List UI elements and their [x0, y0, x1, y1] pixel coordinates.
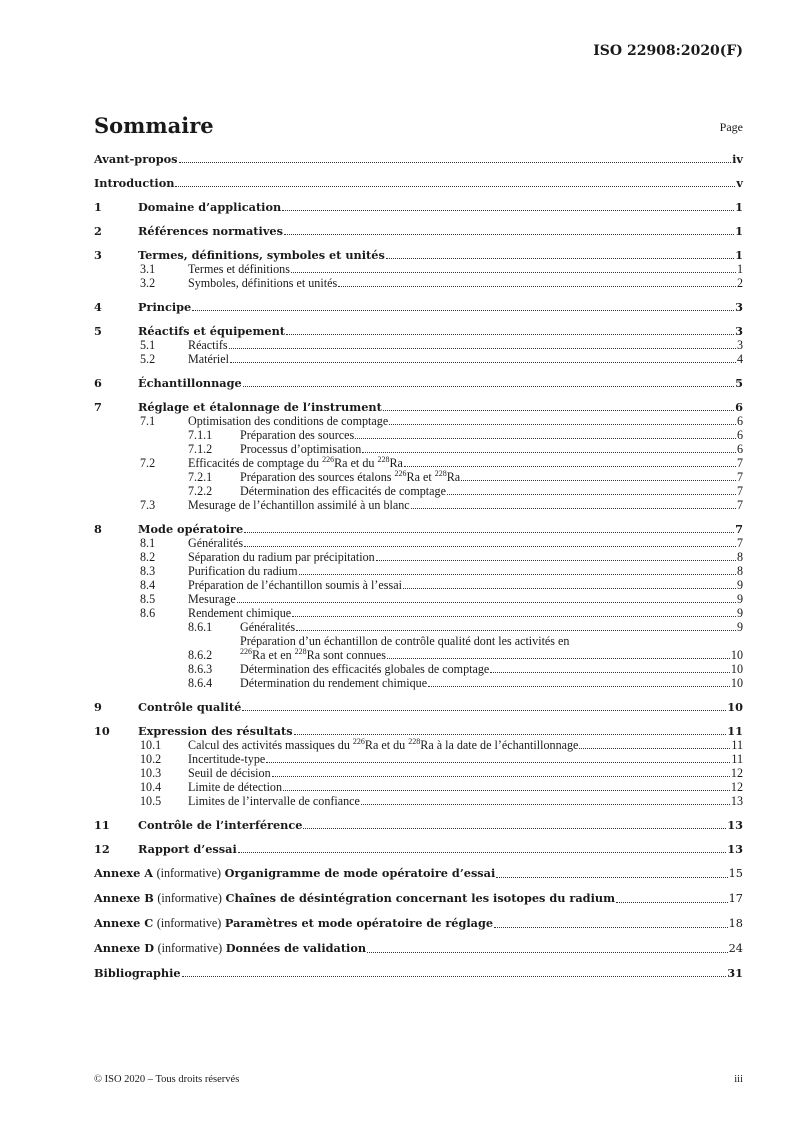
dot-leader — [616, 902, 728, 903]
toc-entry-text: Détermination du rendement chimique — [240, 676, 428, 690]
toc-annex-title — [94, 866, 495, 881]
dot-leader — [244, 546, 736, 547]
toc-entry[interactable] — [94, 470, 743, 484]
toc-entry-number: 6 — [94, 376, 102, 390]
dot-leader — [192, 310, 734, 311]
dot-leader — [238, 852, 727, 853]
toc-entry[interactable] — [94, 224, 743, 238]
toc-entry-text: Organigramme de mode opératoire d’essai — [224, 866, 496, 880]
toc-entry-text-part: Ra et du — [364, 738, 409, 752]
toc-entry-number: 7.2.2 — [188, 484, 213, 498]
toc-entry[interactable] — [94, 300, 743, 314]
toc-entry-page: 3 — [735, 300, 743, 314]
toc-entry-text: Processus d’optimisation — [240, 442, 362, 456]
dot-leader — [362, 452, 736, 453]
toc-entry[interactable] — [94, 498, 743, 512]
isotope-mass-number: 228 — [434, 469, 447, 478]
toc-entry-text: Avant-propos — [94, 152, 178, 166]
toc-entry-text: Paramètres et mode opératoire de réglage — [224, 916, 494, 930]
toc-entry-text: Mode opératoire — [138, 522, 244, 536]
dot-leader — [291, 272, 736, 273]
toc-entry-page: 10 — [730, 676, 743, 690]
toc-entry[interactable] — [94, 794, 743, 808]
toc-entry-text: Réactifs — [188, 338, 228, 352]
toc-entry-number: 2 — [94, 224, 102, 238]
toc-entry-number: 10.5 — [140, 794, 162, 808]
dot-leader — [386, 258, 734, 259]
toc-entry-number: 4 — [94, 300, 102, 314]
toc-entry-text: Mesurage de l’échantillon assimilé à un blanc — [188, 498, 410, 512]
toc-entry[interactable] — [94, 620, 743, 634]
toc-entry-page: 13 — [727, 842, 743, 856]
toc-entry-text: Incertitude-type — [188, 752, 266, 766]
toc-entry[interactable] — [94, 676, 743, 690]
toc-entry-number: 8.6 — [140, 606, 156, 620]
dot-leader — [411, 508, 736, 509]
toc-entry-page: 11 — [727, 724, 743, 738]
toc-entry-text — [240, 470, 460, 484]
toc-entry-text — [240, 648, 386, 662]
toc-entry-page: 13 — [730, 794, 743, 808]
toc-entry-text-part: Préparation des sources étalons — [240, 470, 395, 484]
toc-entry[interactable] — [94, 248, 743, 262]
toc-entry[interactable] — [94, 414, 743, 428]
toc-entry-page: 7 — [736, 456, 743, 470]
toc-entry[interactable] — [94, 564, 743, 578]
isotope-mass-number: 226 — [322, 455, 335, 464]
dot-leader — [494, 927, 728, 928]
isotope-mass-number: 228 — [377, 455, 390, 464]
toc-entry[interactable] — [94, 916, 743, 931]
toc-entry[interactable] — [94, 352, 743, 366]
toc-entry-page: 7 — [736, 470, 743, 484]
toc-entry-page: 13 — [727, 818, 743, 832]
toc-entry-page: 3 — [735, 324, 743, 338]
toc-entry-number: 7.1.2 — [188, 442, 213, 456]
toc-entry-text: Termes et définitions — [188, 262, 290, 276]
toc-entry[interactable] — [94, 966, 743, 980]
toc-annex-kind: (informative) — [156, 916, 222, 930]
toc-entry-text: Généralités — [240, 620, 296, 634]
dot-leader — [299, 574, 736, 575]
toc-entry[interactable] — [94, 176, 743, 190]
toc-entry-number: 12 — [94, 842, 110, 856]
toc-entry-number: 7.2.1 — [188, 470, 213, 484]
dot-leader — [179, 162, 732, 163]
toc-entry-page: 15 — [728, 867, 743, 880]
dot-leader — [266, 762, 730, 763]
dot-leader — [389, 424, 736, 425]
dot-leader — [490, 672, 730, 673]
toc-entry-page: 5 — [735, 376, 743, 390]
isotope-mass-number: 226 — [240, 647, 252, 656]
toc-entry-text: Seuil de décision — [188, 766, 271, 780]
dot-leader — [284, 234, 734, 235]
toc-entry-number: 7.1.1 — [188, 428, 213, 442]
toc-entry[interactable] — [94, 338, 743, 352]
toc-entry-text-part: Ra — [446, 470, 461, 484]
toc-entry[interactable] — [94, 766, 743, 780]
dot-leader — [244, 532, 734, 533]
toc-entry-number: 10.1 — [140, 738, 162, 752]
toc-entry-text: Séparation du radium par précipitation — [188, 550, 375, 564]
toc-entry[interactable] — [94, 648, 743, 662]
dot-leader — [182, 976, 727, 977]
toc-entry[interactable] — [94, 522, 743, 536]
footer-page-number: iii — [734, 1074, 743, 1085]
toc-entry[interactable] — [94, 941, 743, 956]
toc-entry-page: 9 — [736, 592, 743, 606]
toc-entry[interactable] — [94, 324, 743, 338]
toc-entry-text: Symboles, définitions et unités — [188, 276, 338, 290]
dot-leader — [237, 602, 736, 603]
toc-annex-title — [94, 941, 366, 956]
dot-leader — [461, 480, 736, 481]
dot-leader — [496, 877, 727, 878]
toc-entry-page: 6 — [736, 428, 743, 442]
dot-leader — [296, 630, 736, 631]
dot-leader — [338, 286, 736, 287]
toc-entry-text: Rapport d’essai — [138, 842, 237, 856]
toc-entry[interactable] — [94, 606, 743, 620]
toc-entry-text: Expression des résultats — [138, 724, 293, 738]
toc-entry[interactable] — [94, 592, 743, 606]
toc-entry-number: 3.2 — [140, 276, 156, 290]
toc-entry[interactable] — [94, 152, 743, 166]
toc-entry-number: 7 — [94, 400, 102, 414]
dot-leader — [376, 560, 736, 561]
toc-annex-kind: (informative) — [156, 866, 222, 880]
toc-entry-page: 3 — [736, 338, 743, 352]
toc-entry[interactable] — [94, 866, 743, 881]
toc-entry-text: Préparation de l’échantillon soumis à l’essai — [188, 578, 402, 592]
toc-entry-text-part: Ra et — [406, 470, 435, 484]
toc-entry-number: 3.1 — [140, 262, 156, 276]
toc-entry[interactable] — [94, 891, 743, 906]
toc-entry-text: Réglage et étalonnage de l’instrument — [138, 400, 382, 414]
toc-entry-page: 12 — [730, 766, 743, 780]
toc-annex-kind: (informative) — [157, 891, 222, 905]
toc-entry-page: 8 — [736, 564, 743, 578]
dot-leader — [292, 616, 736, 617]
toc-entry-text-part: Ra sont connues — [306, 648, 386, 662]
toc-entry[interactable] — [94, 200, 743, 214]
toc-entry-text: Échantillonnage — [138, 376, 242, 390]
toc-entry-page: 9 — [736, 620, 743, 634]
toc-entry-page: 6 — [736, 414, 743, 428]
table-of-contents — [94, 152, 743, 980]
dot-leader — [361, 804, 730, 805]
toc-entry-text-part: Calcul des activités massiques du — [188, 738, 353, 752]
isotope-mass-number: 228 — [408, 737, 421, 746]
toc-entry-page: 7 — [736, 536, 743, 550]
toc-entry[interactable] — [94, 662, 743, 676]
toc-entry-number: 11 — [94, 818, 110, 832]
toc-entry[interactable] — [94, 780, 743, 794]
dot-leader — [579, 748, 730, 749]
toc-entry-number: 8.5 — [140, 592, 156, 606]
toc-entry-number: 8.2 — [140, 550, 156, 564]
toc-entry-number: 8.1 — [140, 536, 156, 550]
isotope-mass-number: 226 — [352, 737, 365, 746]
toc-annex-label: Annexe D — [94, 941, 155, 955]
toc-entry-page: 1 — [735, 248, 743, 262]
toc-entry-text-part: Efficacités de comptage du — [188, 456, 323, 470]
toc-annex-title — [94, 891, 615, 906]
document-id: ISO 22908:2020(F) — [593, 43, 743, 59]
toc-entry-page: 6 — [736, 442, 743, 456]
toc-entry-page: 6 — [735, 400, 743, 414]
toc-entry-text: Données de validation — [225, 941, 367, 955]
toc-entry-text-part: Ra et en — [252, 648, 295, 662]
footer-copyright: © ISO 2020 – Tous droits réservés — [94, 1074, 240, 1085]
toc-entry[interactable] — [94, 484, 743, 498]
toc-entry[interactable] — [94, 456, 743, 470]
toc-annex-title — [94, 916, 493, 931]
toc-entry-number: 8.6.4 — [188, 676, 213, 690]
toc-entry-number: 5 — [94, 324, 102, 338]
toc-entry-page: 7 — [736, 498, 743, 512]
toc-entry-page: 1 — [735, 200, 743, 214]
toc-entry[interactable] — [94, 752, 743, 766]
toc-entry-number: 10.4 — [140, 780, 162, 794]
toc-entry-text — [188, 456, 403, 470]
dot-leader — [367, 952, 728, 953]
toc-entry-text: Mesurage — [188, 592, 236, 606]
dot-leader — [428, 686, 730, 687]
dot-leader — [447, 494, 736, 495]
toc-entry-text: Principe — [138, 300, 192, 314]
toc-entry-text: Limites de l’intervalle de confiance — [188, 794, 360, 808]
toc-entry-number: 3 — [94, 248, 102, 262]
toc-entry-text: Réactifs et équipement — [138, 324, 286, 338]
toc-entry-text: Contrôle de l’interférence — [138, 818, 303, 832]
toc-entry[interactable] — [94, 738, 743, 752]
toc-entry[interactable] — [94, 724, 743, 738]
toc-entry-page: 7 — [735, 522, 743, 536]
dot-leader — [272, 776, 730, 777]
toc-entry-number: 10.3 — [140, 766, 162, 780]
toc-entry[interactable] — [94, 276, 743, 290]
toc-entry-text: Limite de détection — [188, 780, 283, 794]
isotope-mass-number: 226 — [394, 469, 407, 478]
toc-entry-text-part: Ra à la date de l’échantillonnage — [420, 738, 579, 752]
toc-entry-page: 1 — [735, 224, 743, 238]
toc-entry-text: Chaînes de désintégration concernant les isotopes du radium — [225, 891, 616, 905]
toc-entry-number: 5.1 — [140, 338, 156, 352]
dot-leader — [230, 362, 736, 363]
toc-entry-number: 10 — [94, 724, 110, 738]
dot-leader — [283, 790, 730, 791]
toc-entry-page: 24 — [728, 942, 743, 955]
toc-entry-number: 8.4 — [140, 578, 156, 592]
toc-entry-text: Purification du radium — [188, 564, 298, 578]
toc-entry-text: Détermination des efficacités de comptage — [240, 484, 446, 498]
toc-entry-text-part: Ra — [389, 456, 403, 470]
dot-leader — [243, 386, 734, 387]
toc-entry-number: 8.6.1 — [188, 620, 213, 634]
dot-leader — [355, 438, 736, 439]
dot-leader — [229, 348, 736, 349]
toc-entry-page: 10 — [727, 700, 743, 714]
dot-leader — [286, 334, 734, 335]
toc-entry-page: 10 — [730, 648, 743, 662]
toc-entry[interactable] — [94, 842, 743, 856]
toc-entry-text: Contrôle qualité — [138, 700, 242, 714]
toc-entry-number: 9 — [94, 700, 102, 714]
toc-entry-page: v — [736, 176, 743, 190]
toc-entry[interactable] — [94, 400, 743, 414]
toc-entry-text-line: Préparation d’un échantillon de contrôle qualité dont les activités en — [240, 634, 570, 648]
toc-entry-page: 17 — [728, 892, 743, 905]
toc-entry-page: 1 — [736, 262, 743, 276]
toc-annex-label: Annexe A — [94, 866, 153, 880]
dot-leader — [175, 186, 735, 187]
toc-entry[interactable] — [94, 442, 743, 456]
page-column-label: Page — [719, 120, 743, 134]
dot-leader — [294, 734, 727, 735]
toc-entry-page: 18 — [728, 917, 743, 930]
toc-entry-text: Préparation des sources — [240, 428, 355, 442]
toc-entry[interactable] — [94, 428, 743, 442]
toc-entry-number: 1 — [94, 200, 102, 214]
dot-leader — [403, 588, 736, 589]
toc-entry-number: 10.2 — [140, 752, 162, 766]
toc-entry[interactable] — [94, 536, 743, 550]
toc-entry[interactable] — [94, 700, 743, 714]
toc-entry-page: 11 — [731, 738, 743, 752]
toc-entry-page: 12 — [730, 780, 743, 794]
toc-entry[interactable] — [94, 818, 743, 832]
toc-entry-page: iv — [732, 152, 743, 166]
toc-entry-page: 9 — [736, 606, 743, 620]
toc-entry-text: Introduction — [94, 176, 175, 190]
toc-entry-text: Généralités — [188, 536, 244, 550]
toc-entry-text: Bibliographie — [94, 966, 181, 980]
toc-entry-text: Domaine d’application — [138, 200, 282, 214]
dot-leader — [387, 658, 730, 659]
toc-entry[interactable] — [94, 262, 743, 276]
toc-entry-page: 10 — [730, 662, 743, 676]
toc-annex-kind: (informative) — [157, 941, 223, 955]
toc-entry[interactable] — [94, 578, 743, 592]
toc-entry-page: 31 — [727, 966, 743, 980]
toc-entry-number: 7.3 — [140, 498, 156, 512]
dot-leader — [404, 466, 736, 467]
dot-leader — [242, 710, 726, 711]
toc-entry-number: 7.1 — [140, 414, 156, 428]
toc-entry-page: 7 — [736, 484, 743, 498]
toc-entry-number: 8.3 — [140, 564, 156, 578]
toc-entry-page: 9 — [736, 578, 743, 592]
toc-entry-page: 11 — [731, 752, 743, 766]
toc-entry-text: Détermination des efficacités globales de comptage — [240, 662, 490, 676]
toc-entry-number: 8 — [94, 522, 102, 536]
toc-entry-number: 8.6.2 — [188, 648, 213, 662]
toc-entry-text: Termes, définitions, symboles et unités — [138, 248, 385, 262]
toc-annex-label: Annexe C — [94, 916, 154, 930]
toc-entry-number: 7.2 — [140, 456, 156, 470]
toc-entry-text: Matériel — [188, 352, 229, 366]
toc-entry-text: Rendement chimique — [188, 606, 292, 620]
toc-entry-text: Références normatives — [138, 224, 283, 238]
page-title: Sommaire — [94, 113, 214, 138]
dot-leader — [282, 210, 734, 211]
toc-entry[interactable] — [94, 550, 743, 564]
toc-entry-page: 2 — [736, 276, 743, 290]
toc-annex-label: Annexe B — [94, 891, 154, 905]
toc-entry-text: Optimisation des conditions de comptage — [188, 414, 389, 428]
toc-entry-number: 5.2 — [140, 352, 156, 366]
isotope-mass-number: 228 — [294, 647, 307, 656]
toc-entry-text-part: Ra et du — [334, 456, 378, 470]
toc-entry-page: 4 — [736, 352, 743, 366]
toc-entry[interactable] — [94, 376, 743, 390]
dot-leader — [383, 410, 734, 411]
toc-entry-page: 8 — [736, 550, 743, 564]
dot-leader — [303, 828, 726, 829]
toc-entry-text — [188, 738, 578, 752]
toc-entry-number: 8.6.3 — [188, 662, 213, 676]
